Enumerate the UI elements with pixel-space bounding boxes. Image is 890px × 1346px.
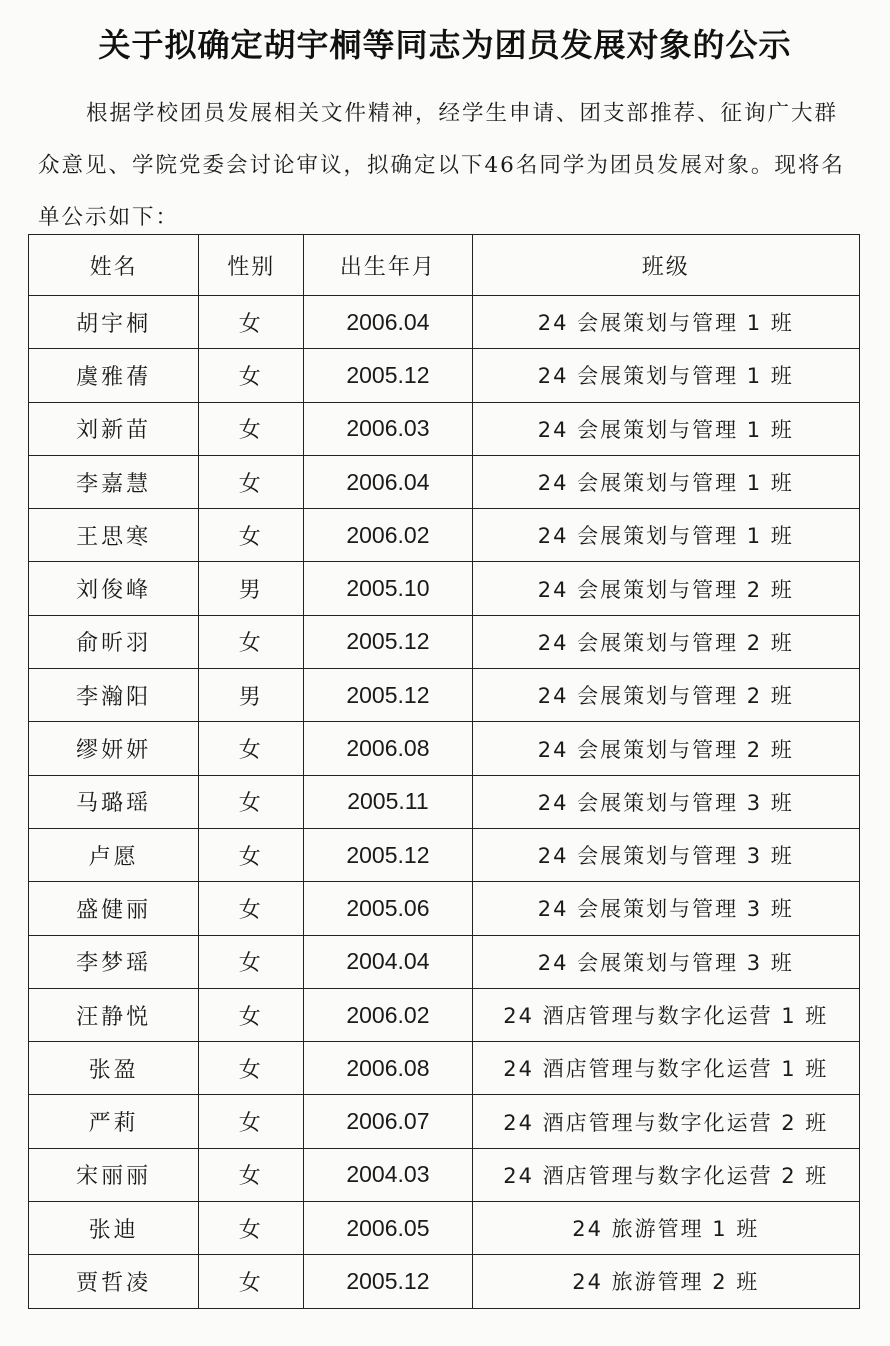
student-class: 24 酒店管理与数字化运营 2 班 [472, 1148, 859, 1201]
notice-title: 关于拟确定胡宇桐等同志为团员发展对象的公示 [98, 26, 792, 64]
student-birth-date: 2006.02 [304, 509, 472, 562]
student-class: 24 会展策划与管理 2 班 [472, 669, 859, 722]
student-gender: 女 [199, 1042, 304, 1095]
student-name: 刘新苗 [29, 402, 199, 455]
table-header-row [29, 235, 860, 296]
student-birth-date: 2005.10 [304, 562, 472, 615]
student-gender: 女 [199, 455, 304, 508]
student-class: 24 会展策划与管理 2 班 [472, 562, 859, 615]
student-name: 缪妍妍 [29, 722, 199, 775]
student-birth-date: 2006.04 [304, 455, 472, 508]
student-birth-date: 2005.11 [304, 775, 472, 828]
student-class: 24 酒店管理与数字化运营 1 班 [472, 1042, 859, 1095]
candidate-roster-table [28, 234, 860, 1309]
student-gender: 女 [199, 722, 304, 775]
student-class: 24 旅游管理 2 班 [472, 1255, 859, 1308]
notice-intro-paragraph: 根据学校团员发展相关文件精神，经学生申请、团支部推荐、征询广大群众意见、学院党委会讨论审议，拟确定以下46名同学为团员发展对象。现将名单公示如下： [38, 101, 845, 230]
student-class: 24 会展策划与管理 1 班 [472, 509, 859, 562]
student-name: 张迪 [29, 1202, 199, 1255]
student-gender: 女 [199, 828, 304, 881]
student-gender: 男 [199, 562, 304, 615]
student-name: 李瀚阳 [29, 669, 199, 722]
student-name: 马璐瑶 [29, 775, 199, 828]
student-birth-date: 2005.12 [304, 1255, 472, 1308]
student-name: 李梦瑶 [29, 935, 199, 988]
student-name: 刘俊峰 [29, 562, 199, 615]
student-gender: 女 [199, 935, 304, 988]
student-birth-date: 2006.08 [304, 722, 472, 775]
student-name: 汪静悦 [29, 988, 199, 1041]
student-gender: 女 [199, 988, 304, 1041]
student-gender: 男 [199, 669, 304, 722]
table-row [29, 1255, 860, 1308]
student-gender: 女 [199, 509, 304, 562]
table-row [29, 1042, 860, 1095]
student-class: 24 会展策划与管理 1 班 [472, 402, 859, 455]
header-class: 班级 [472, 235, 859, 296]
student-birth-date: 2006.05 [304, 1202, 472, 1255]
student-class: 24 会展策划与管理 2 班 [472, 615, 859, 668]
student-class: 24 会展策划与管理 2 班 [472, 722, 859, 775]
student-birth-date: 2006.07 [304, 1095, 472, 1148]
student-name: 卢愿 [29, 828, 199, 881]
header-gender: 性别 [199, 235, 304, 296]
header-name: 姓名 [29, 235, 199, 296]
student-gender: 女 [199, 1255, 304, 1308]
student-class: 24 会展策划与管理 3 班 [472, 828, 859, 881]
student-gender: 女 [199, 1148, 304, 1201]
student-class: 24 酒店管理与数字化运营 2 班 [472, 1095, 859, 1148]
student-birth-date: 2006.02 [304, 988, 472, 1041]
table-row [29, 722, 860, 775]
table-row [29, 1202, 860, 1255]
student-gender: 女 [199, 1095, 304, 1148]
student-class: 24 会展策划与管理 1 班 [472, 349, 859, 402]
table-row [29, 615, 860, 668]
student-name: 张盈 [29, 1042, 199, 1095]
student-birth-date: 2006.04 [304, 296, 472, 349]
student-class: 24 会展策划与管理 3 班 [472, 882, 859, 935]
table-row [29, 402, 860, 455]
student-name: 盛健丽 [29, 882, 199, 935]
student-name: 李嘉慧 [29, 455, 199, 508]
table-row [29, 935, 860, 988]
student-gender: 女 [199, 882, 304, 935]
student-name: 宋丽丽 [29, 1148, 199, 1201]
student-birth-date: 2005.12 [304, 669, 472, 722]
student-gender: 女 [199, 402, 304, 455]
student-birth-date: 2005.06 [304, 882, 472, 935]
student-gender: 女 [199, 615, 304, 668]
student-birth-date: 2005.12 [304, 828, 472, 881]
table-row [29, 296, 860, 349]
table-row [29, 455, 860, 508]
student-name: 王思寒 [29, 509, 199, 562]
student-birth-date: 2006.08 [304, 1042, 472, 1095]
table-row [29, 828, 860, 881]
student-name: 虞雅蒨 [29, 349, 199, 402]
student-name: 贾哲凌 [29, 1255, 199, 1308]
student-gender: 女 [199, 349, 304, 402]
header-birth-date: 出生年月 [304, 235, 472, 296]
student-class: 24 酒店管理与数字化运营 1 班 [472, 988, 859, 1041]
table-row [29, 669, 860, 722]
table-row [29, 775, 860, 828]
student-birth-date: 2005.12 [304, 615, 472, 668]
table-row [29, 509, 860, 562]
student-name: 俞昕羽 [29, 615, 199, 668]
student-class: 24 会展策划与管理 3 班 [472, 775, 859, 828]
student-class: 24 会展策划与管理 1 班 [472, 455, 859, 508]
student-birth-date: 2006.03 [304, 402, 472, 455]
table-body [29, 296, 860, 1309]
student-class: 24 旅游管理 1 班 [472, 1202, 859, 1255]
student-birth-date: 2004.03 [304, 1148, 472, 1201]
student-class: 24 会展策划与管理 1 班 [472, 296, 859, 349]
student-name: 严莉 [29, 1095, 199, 1148]
table-row [29, 1095, 860, 1148]
student-name: 胡宇桐 [29, 296, 199, 349]
student-gender: 女 [199, 296, 304, 349]
student-class: 24 会展策划与管理 3 班 [472, 935, 859, 988]
student-birth-date: 2004.04 [304, 935, 472, 988]
student-birth-date: 2005.12 [304, 349, 472, 402]
table-row [29, 988, 860, 1041]
table-row [29, 562, 860, 615]
table-row [29, 349, 860, 402]
table-row [29, 882, 860, 935]
student-gender: 女 [199, 775, 304, 828]
student-gender: 女 [199, 1202, 304, 1255]
table-row [29, 1148, 860, 1201]
